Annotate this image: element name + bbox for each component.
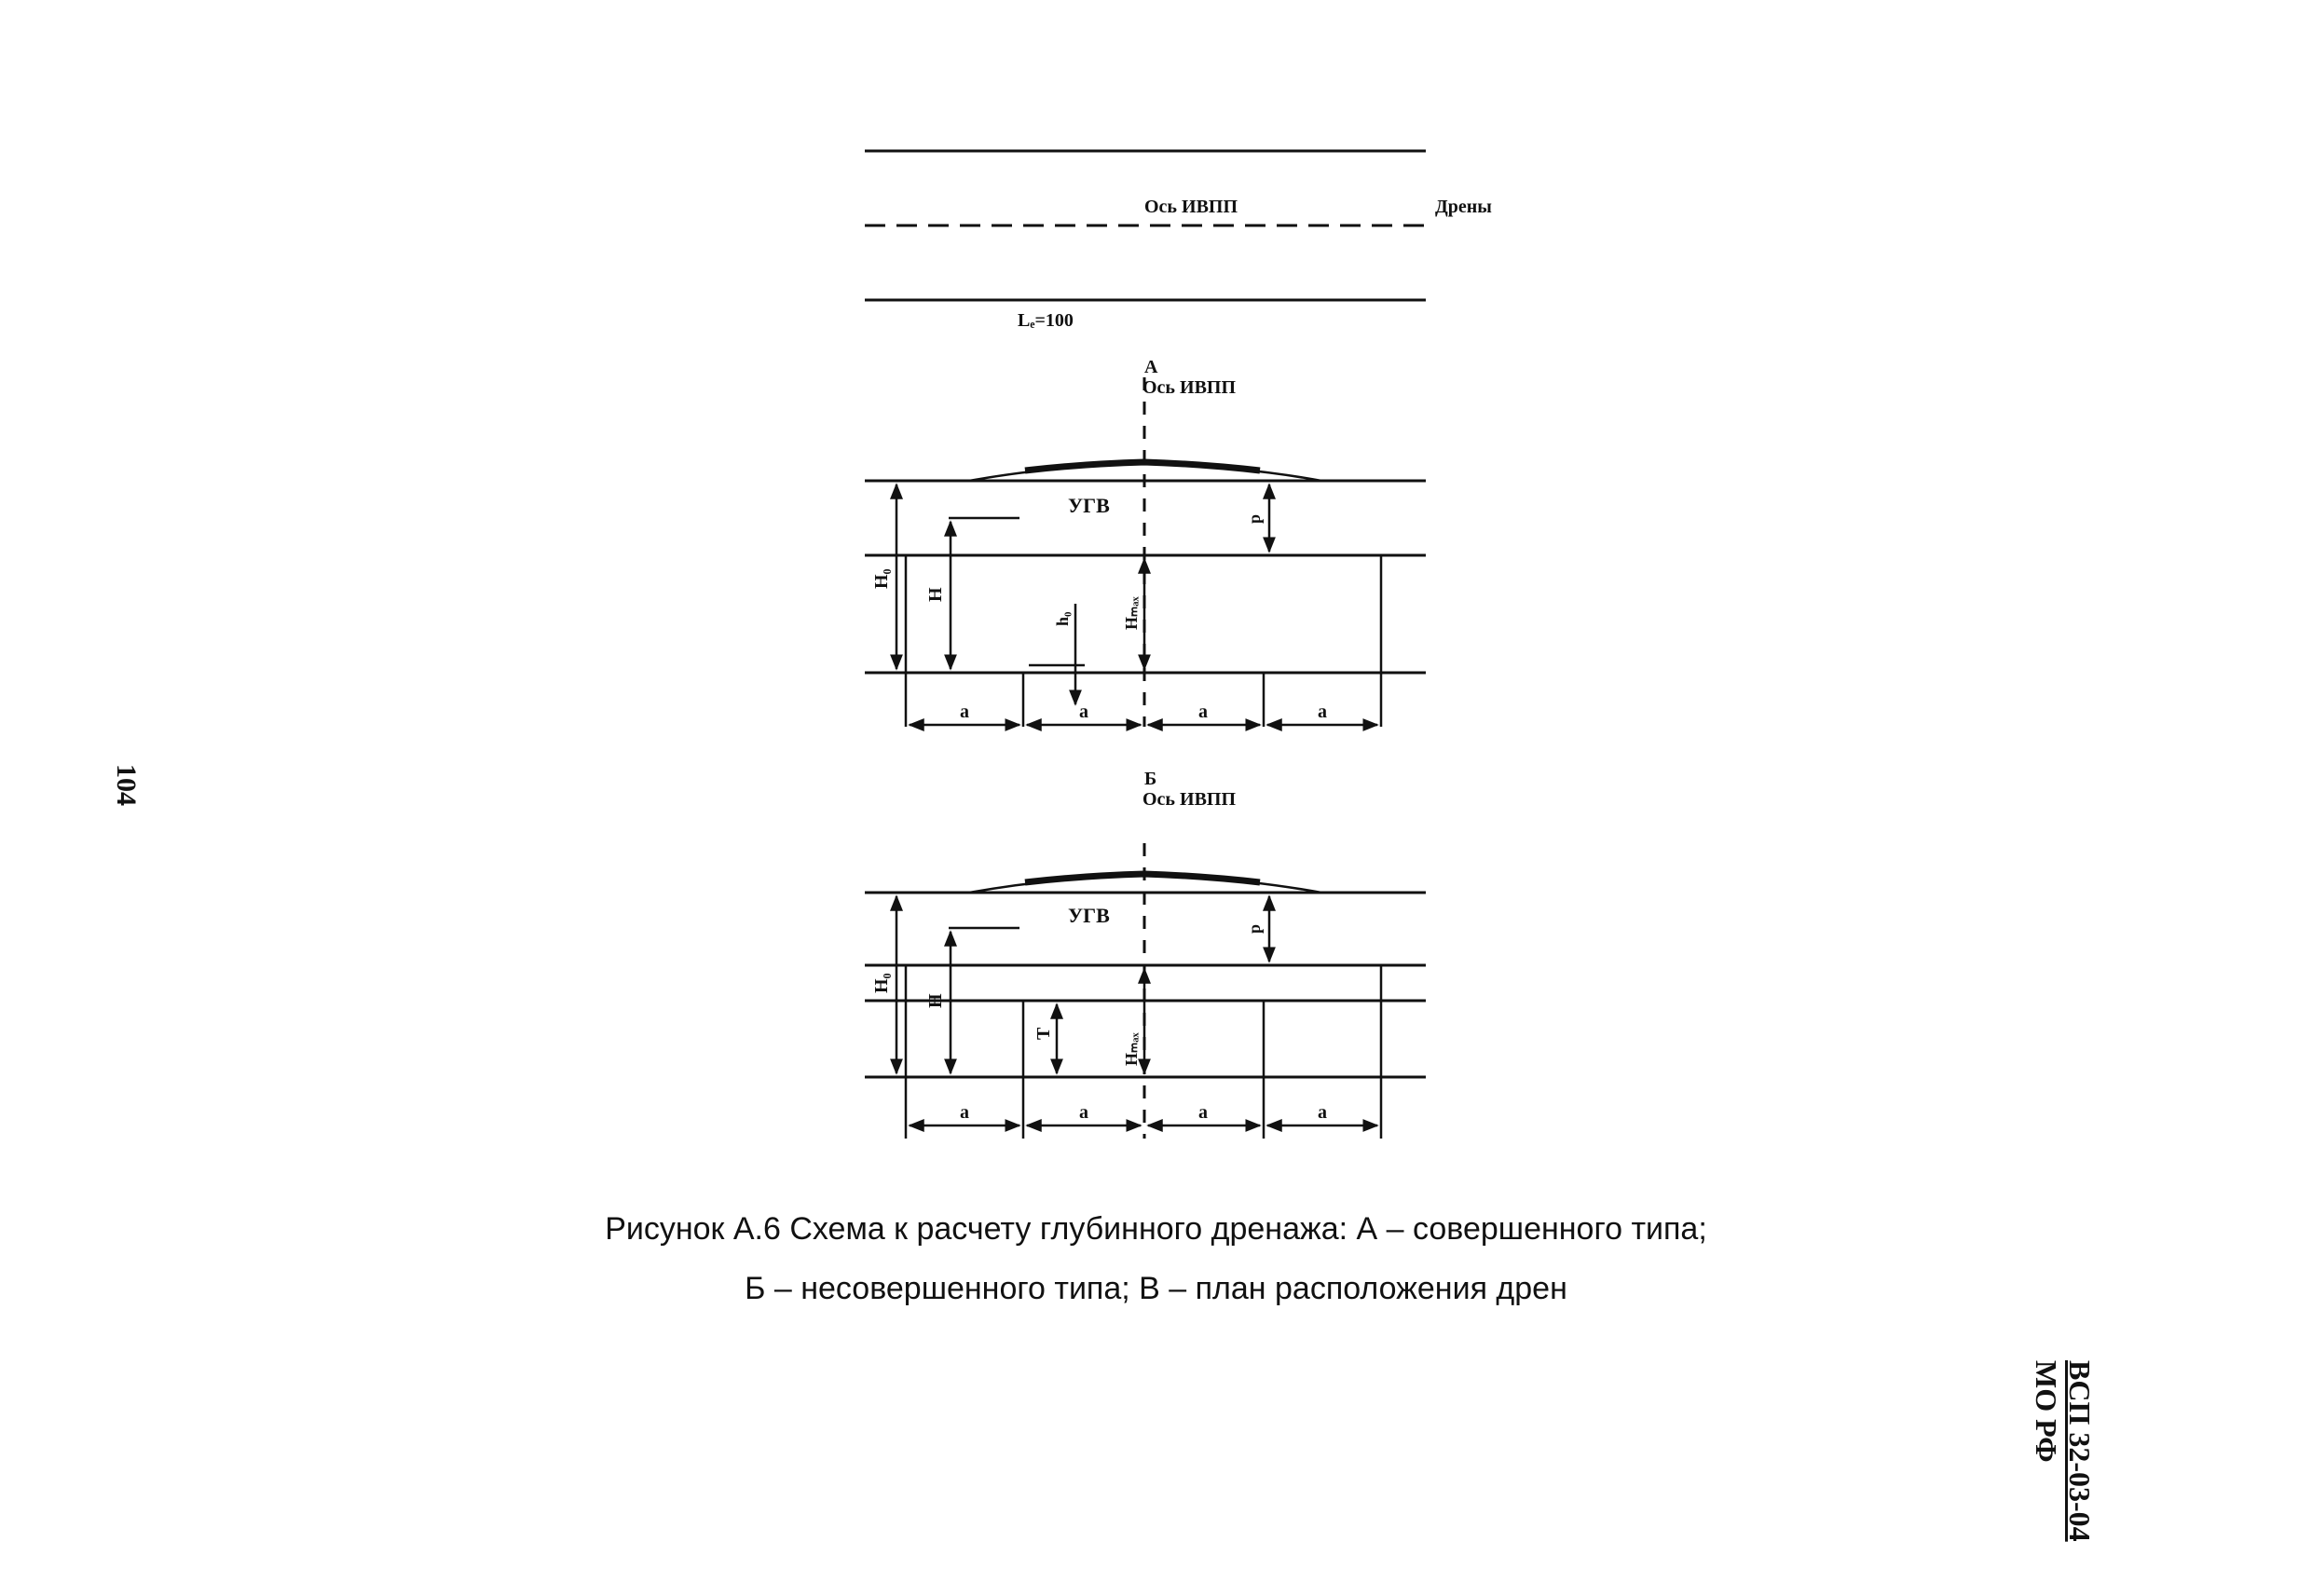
section-b-h0-label: H₀: [871, 973, 892, 993]
plan-length-label: Lₑ=100: [1018, 310, 1074, 331]
section-a-small-h0-label: h₀: [1053, 611, 1072, 626]
section-a-axis-label: Ось ИВПП: [1142, 377, 1237, 398]
section-b-p-label: p: [1245, 923, 1264, 934]
plan-drains-label: Дрены: [1435, 197, 1492, 217]
section-b-a-label-3: a: [1198, 1102, 1208, 1123]
section-a-ugv-label: УГВ: [1068, 494, 1110, 517]
section-a-a-label-4: a: [1318, 702, 1327, 722]
document-stamp: [2030, 1360, 2097, 1542]
section-a-hmax-label: Hₘₐₓ: [1122, 596, 1141, 630]
section-a: [865, 357, 1426, 727]
section-b-runway-pavement: [1025, 874, 1260, 882]
section-b-a-label-2: a: [1079, 1102, 1088, 1123]
section-b-a-label-4: a: [1318, 1102, 1327, 1123]
section-a-runway-pavement: [1025, 462, 1260, 471]
section-b-ugv-label: УГВ: [1068, 904, 1110, 927]
section-a-a-label-3: a: [1198, 702, 1208, 722]
figure-caption-line-2: Б – несовершенного типа; В – план расположения дрен: [745, 1271, 1567, 1306]
section-a-a-label-1: a: [960, 702, 969, 722]
page-number: 104: [111, 764, 142, 806]
section-a-a-label-2: a: [1079, 702, 1088, 722]
section-a-letter: А: [1144, 357, 1158, 377]
section-a-h0-label: H₀: [871, 568, 892, 589]
stamp-org: МО РФ: [2030, 1360, 2063, 1463]
section-b-a-label-1: a: [960, 1102, 969, 1123]
section-b-h-label: H: [925, 993, 946, 1008]
section-b-hmax-label: Hₘₐₓ: [1122, 1032, 1141, 1066]
plan-view: [865, 151, 1492, 331]
figure-caption-line-1: Рисунок А.6 Схема к расчету глубинного дренажа: А – совершенного типа;: [605, 1211, 1707, 1247]
stamp-code: ВСП 32-03-04: [2063, 1360, 2097, 1542]
section-a-h-label: H: [925, 587, 946, 602]
section-b-letter: Б: [1144, 769, 1157, 789]
section-b-t-label: T: [1033, 1027, 1054, 1040]
section-b-axis-label: Ось ИВПП: [1142, 789, 1237, 810]
section-b: [865, 769, 1426, 1139]
section-a-p-label: p: [1245, 513, 1264, 524]
plan-axis-label: Ось ИВПП: [1144, 197, 1238, 217]
